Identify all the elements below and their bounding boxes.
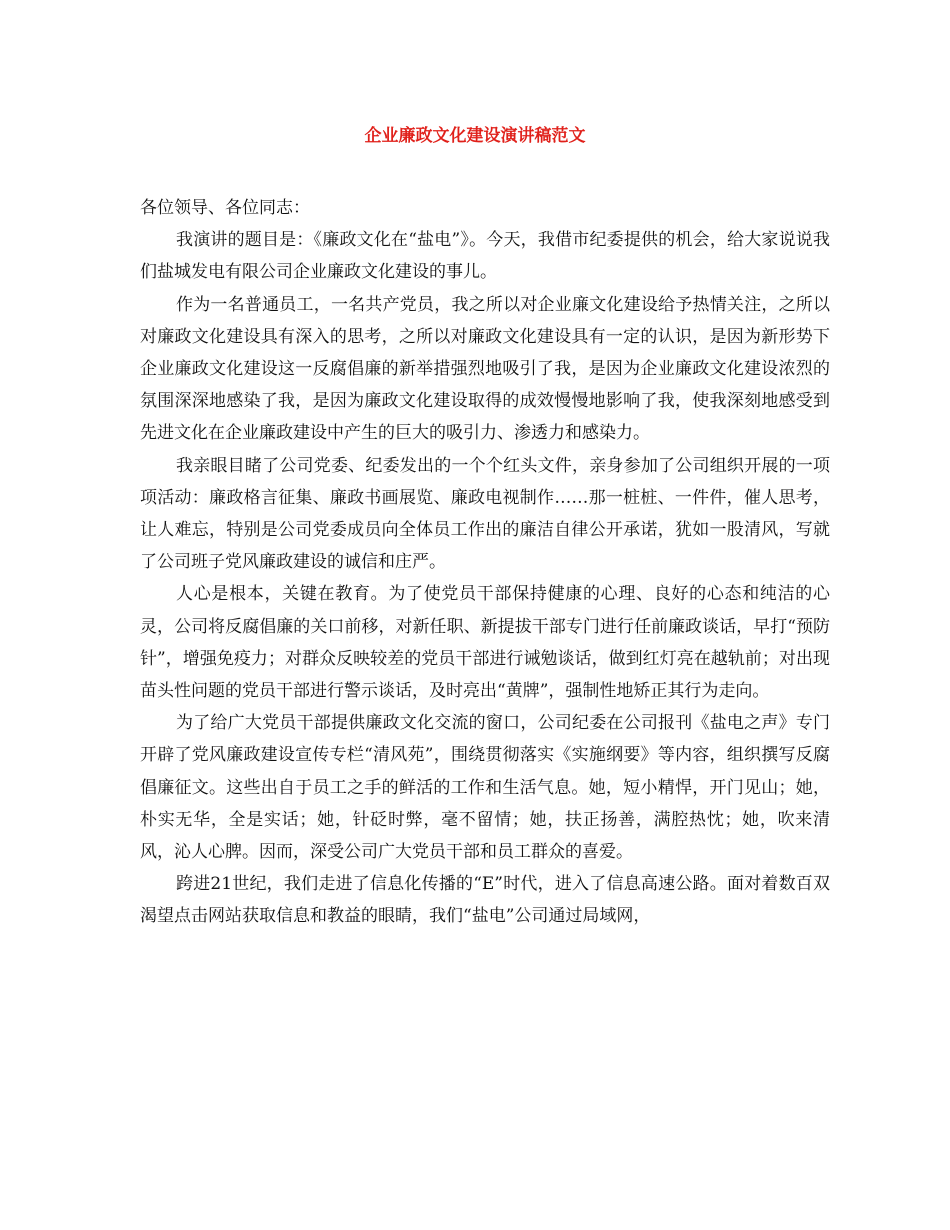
paragraph-5: 为了给广大党员干部提供廉政文化交流的窗口，公司纪委在公司报刊《盐电之声》专门开辟了党风廉政建设宣传专栏“清风苑”，围绕贯彻落实《实施纲要》等内容，组织撰写反腐倡廉征文。这些出自于员工之手的鲜活的工作和生活气息。她，短小精悍，开门见山；她，朴实无华，全是实话；她，针砭时弊，毫不留情；她，扶正扬善，满腔热忱；她，吹来清风，沁人心脾。因而，深受公司广大党员干部和员工群众的喜爱。 (140, 713, 830, 863)
paragraph-3: 我亲眼目睹了公司党委、纪委发出的一个个红头文件，亲身参加了公司组织开展的一项项活动：廉政格言征集、廉政书画展览、廉政电视制作……那一桩桩、一件件，催人思考，让人难忘，特别是公司党委成员向全体员工作出的廉洁自律公开承诺，犹如一股清风，写就了公司班子党风廉政建设的诚信和庄严。 (140, 455, 830, 573)
paragraph-4: 人心是根本，关键在教育。为了使党员干部保持健康的心理、良好的心态和纯洁的心灵，公司将反腐倡廉的关口前移，对新任职、新提拔干部专门进行任前廉政谈话，早打“预防针”，增强免疫力；对群众反映较差的党员干部进行诫勉谈话，做到红灯亮在越轨前；对出现苗头性问题的党员干部进行警示谈话，及时亮出“黄牌”，强制性地矫正其行为走向。 (140, 584, 830, 702)
document-title: 企业廉政文化建设演讲稿范文 (364, 126, 586, 146)
paragraph-1: 我演讲的题目是：《廉政文化在“盐电”》。今天，我借市纪委提供的机会，给大家说说我们盐城发电有限公司企业廉政文化建设的事儿。 (140, 230, 830, 283)
salutation: 各位领导、各位同志： (140, 198, 310, 218)
document-body (140, 192, 830, 933)
paragraph-2: 作为一名普通员工，一名共产党员，我之所以对企业廉文化建设给予热情关注，之所以对廉政文化建设具有深入的思考，之所以对廉政文化建设具有一定的认识，是因为新形势下企业廉政文化建设这一反腐倡廉的新举措强烈地吸引了我，是因为企业廉政文化建设浓烈的氛围深深地感染了我，是因为廉政文化建设取得的成效慢慢地影响了我，使我深刻地感受到先进文化在企业廉政建设中产生的巨大的吸引力、渗透力和感染力。 (140, 294, 830, 444)
paragraph-6: 跨进21世纪，我们走进了信息化传播的“E”时代，进入了信息高速公路。面对着数百双渴望点击网站获取信息和教益的眼睛，我们“盐电”公司通过局域网， (140, 874, 830, 927)
